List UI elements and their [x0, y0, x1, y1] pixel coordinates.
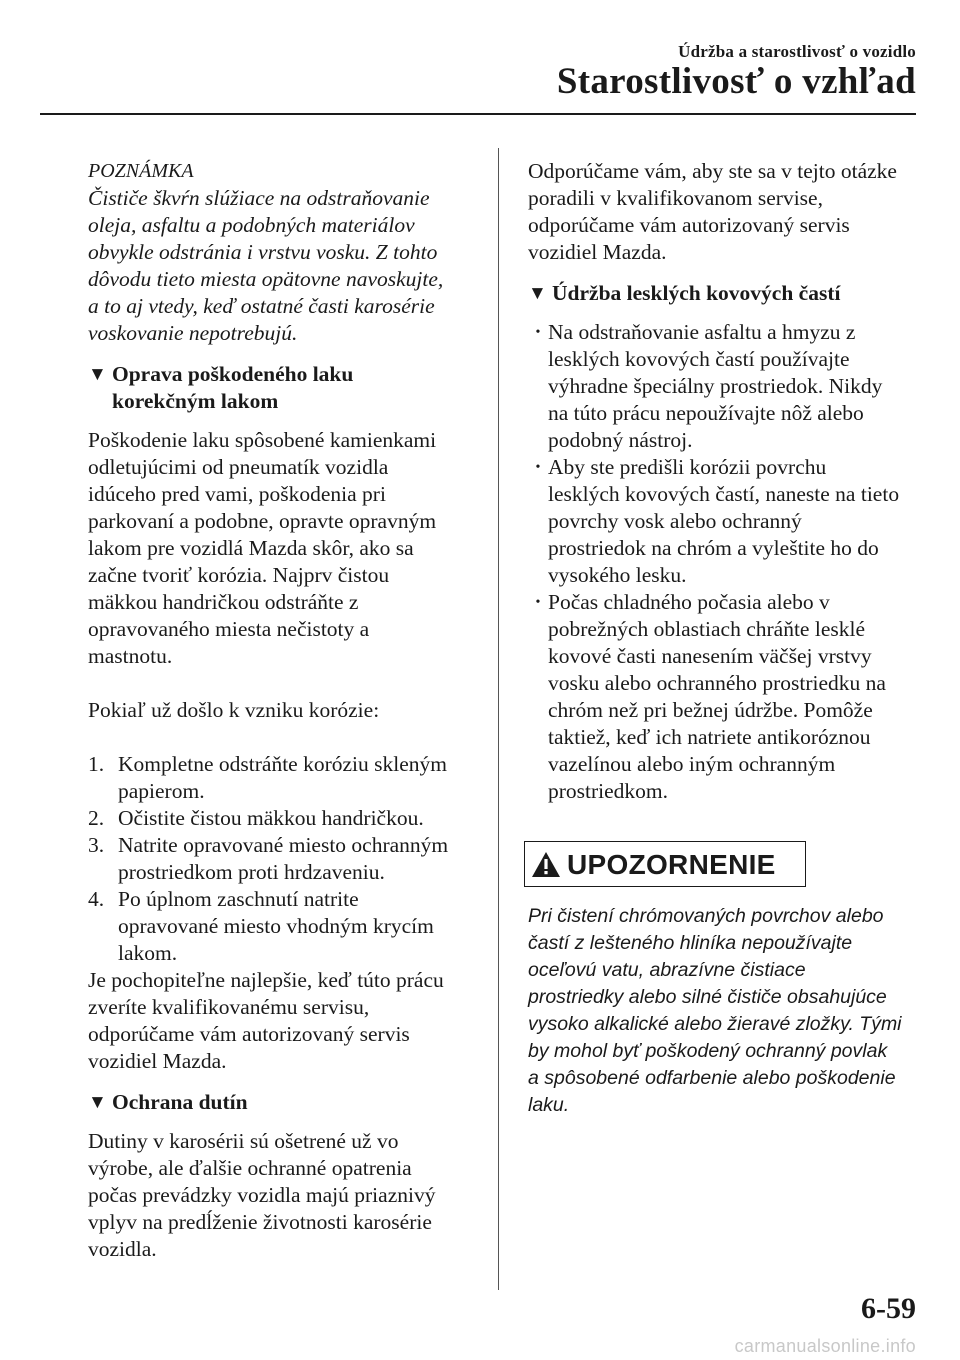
para-line: parkovaní a podobne, opravte opravným — [88, 509, 437, 533]
step-line: Natrite opravované miesto ochranným — [118, 833, 449, 857]
para-line: výrobe, ale ďalšie ochranné opatrenia — [88, 1156, 412, 1180]
bullet-line: na túto prácu nepoužívajte nôž alebo — [548, 401, 864, 425]
section-heading-text: Údržba lesklých kovových častí — [552, 281, 841, 305]
note-title: POZNÁMKA — [88, 160, 194, 182]
header-rule — [40, 113, 916, 115]
step-line: opravované miesto vhodným krycím — [118, 914, 434, 938]
section-heading-cavity-protection — [88, 1089, 478, 1116]
step-line: Očistite čistou mäkkou handričkou. — [118, 806, 424, 830]
warning-line: a spôsobené odfarbenie alebo poškodenie — [528, 1067, 896, 1089]
note-line: Čističe škvŕn slúžiace na odstraňovanie — [88, 186, 430, 210]
para-line: vozidiel Mazda. — [528, 240, 667, 264]
bullet-line: kovové časti nanesením väčšej vrstvy — [548, 644, 872, 668]
step-text — [118, 886, 478, 967]
corrosion-intro: Pokiaľ už došlo k vzniku korózie: — [88, 698, 380, 722]
corrosion-steps-list — [88, 751, 478, 967]
bullet-line: vazelínou alebo iným ochranným — [548, 752, 836, 776]
para-line: poradili v kvalifikovanom servise, — [528, 186, 823, 210]
para-line: idúceho pred vami, poškodenia pri — [88, 482, 386, 506]
note-line: voskovanie nepotrebujú. — [88, 321, 298, 345]
metal-parts-bullet-list — [528, 319, 920, 805]
heading-line: korekčným lakom — [112, 389, 279, 413]
right-column — [528, 158, 920, 1119]
note-line: oleja, asfaltu a podobných materiálov — [88, 213, 415, 237]
watermark: carmanualsonline.info — [734, 1336, 916, 1356]
list-item — [88, 886, 478, 967]
warning-triangle-icon — [525, 851, 567, 878]
heading-line: Oprava poškodeného laku — [112, 362, 354, 386]
list-item — [88, 832, 478, 886]
triangle-marker-icon: ▼ — [88, 1092, 107, 1113]
para-line: začne tvoriť korózia. Najprv čistou — [88, 563, 390, 587]
bullet-line: pobrežných oblastiach chráňte lesklé — [548, 617, 865, 641]
bullet-line: vosku alebo ochranného prostriedku na — [548, 671, 886, 695]
para-line: vplyv na predĺženie životnosti karosérie — [88, 1210, 432, 1234]
paint-repair-paragraph — [88, 427, 478, 670]
para-line: odporúčame vám autorizovaný servis — [88, 1022, 410, 1046]
step-text — [118, 832, 478, 886]
warning-line: by mohol byť poškodený ochranný povlak — [528, 1040, 888, 1062]
list-item — [528, 319, 920, 454]
para-line: Odporúčame vám, aby ste sa v tejto otázke — [528, 159, 897, 183]
note-line: a to aj vtedy, keď ostatné časti karosérie — [88, 294, 435, 318]
warning-label: UPOZORNENIE — [567, 848, 776, 880]
para-line: odletujúcimi od pneumatík vozidla — [88, 455, 389, 479]
warning-line: Pri čistení chrómovaných povrchov alebo — [528, 905, 884, 927]
bullet-line: taktiež, keď ich natriete antikoróznou — [548, 725, 871, 749]
cavity-protection-paragraph — [88, 1128, 478, 1263]
running-header-title: Starostlivosť o vzhľad — [556, 61, 916, 102]
bullet-icon: • — [535, 595, 541, 610]
step-line: papierom. — [118, 779, 205, 803]
bullet-icon: • — [535, 460, 541, 475]
bullet-line: chróm než pri bežnej údržbe. Pomôže — [548, 698, 873, 722]
section-heading-metal-parts — [528, 280, 920, 307]
note-body — [88, 185, 478, 347]
warning-line: laku. — [528, 1094, 570, 1116]
step-line: Kompletne odstráňte koróziu skleným — [118, 752, 447, 776]
step-line: Po úplnom zaschnutí natrite — [118, 887, 359, 911]
para-line: opravovaného miesta nečistoty a — [88, 617, 370, 641]
bullet-text — [548, 454, 920, 589]
bullet-line: Aby ste predišli korózii povrchu — [548, 455, 827, 479]
running-header-subtitle: Údržba a starostlivosť o vozidlo — [678, 42, 916, 61]
column-divider — [498, 148, 499, 1290]
bullet-text — [548, 589, 920, 805]
bullet-line: povrchy vosk alebo ochranný — [548, 509, 802, 533]
para-line: počas prevádzky vozidla majú priaznivý — [88, 1183, 436, 1207]
step-text — [118, 751, 478, 805]
warning-box — [524, 841, 806, 887]
para-line: mäkkou handričkou odstráňte z — [88, 590, 359, 614]
section-heading-text — [112, 361, 478, 415]
triangle-marker-icon: ▼ — [528, 283, 547, 304]
list-item — [88, 805, 478, 832]
section-heading-paint-repair — [88, 361, 478, 415]
triangle-marker-icon: ▼ — [88, 364, 107, 385]
para-line: lakom pre vozidlá Mazda skôr, ako sa — [88, 536, 414, 560]
warning-line: vysoko alkalické alebo žieravé zložky. Tými — [528, 1013, 902, 1035]
bullet-line: prostriedok na chróm a vyleštite ho do — [548, 536, 879, 560]
warning-line: oceľovú vatu, abrazívne čistiace — [528, 959, 806, 981]
bullet-line: lesklých kovových častí, naneste na tieto — [548, 482, 900, 506]
para-line: Dutiny v karosérii sú ošetrené už vo — [88, 1129, 399, 1153]
list-item — [528, 589, 920, 805]
warning-line: častí z lešteného hliníka nepoužívajte — [528, 932, 853, 954]
step-number: 2. — [88, 806, 105, 830]
step-line: prostriedkom proti hrdzaveniu. — [118, 860, 385, 884]
warning-line: prostriedky alebo silné čističe obsahujúce — [528, 986, 887, 1008]
bullet-line: Počas chladného počasia alebo v — [548, 590, 830, 614]
left-column — [88, 158, 478, 1263]
step-number: 3. — [88, 833, 105, 857]
warning-text — [528, 903, 920, 1119]
bullet-line: výhradne špeciálny prostriedok. Nikdy — [548, 374, 883, 398]
bullet-line: lesklých kovových častí používajte — [548, 347, 850, 371]
page-number: 6-59 — [861, 1292, 916, 1325]
right-intro-paragraph — [528, 158, 920, 266]
step-number: 1. — [88, 752, 105, 776]
step-line: lakom. — [118, 941, 178, 965]
bullet-line: Na odstraňovanie asfaltu a hmyzu z — [548, 320, 856, 344]
list-item — [88, 751, 478, 805]
para-line: Poškodenie laku spôsobené kamienkami — [88, 428, 437, 452]
step-number: 4. — [88, 887, 105, 911]
closing-paragraph — [88, 967, 478, 1075]
bullet-icon: • — [535, 325, 541, 340]
para-line: zveríte kvalifikovanému servisu, — [88, 995, 370, 1019]
para-line: mastnotu. — [88, 644, 173, 668]
bullet-line: vysokého lesku. — [548, 563, 687, 587]
note-line: dôvodu tieto miesta opätovne navoskujte, — [88, 267, 444, 291]
bullet-text — [548, 319, 920, 454]
bullet-line: podobný nástroj. — [548, 428, 693, 452]
para-line: vozidla. — [88, 1237, 157, 1261]
para-line: odporúčame vám autorizovaný servis — [528, 213, 850, 237]
list-item — [528, 454, 920, 589]
step-text — [118, 805, 478, 832]
section-heading-text: Ochrana dutín — [112, 1090, 248, 1114]
note-line: obvykle odstránia i vrstvu vosku. Z tohto — [88, 240, 438, 264]
para-line: vozidiel Mazda. — [88, 1049, 227, 1073]
para-line: Je pochopiteľne najlepšie, keď túto prácu — [88, 968, 444, 992]
bullet-line: prostriedkom. — [548, 779, 669, 803]
